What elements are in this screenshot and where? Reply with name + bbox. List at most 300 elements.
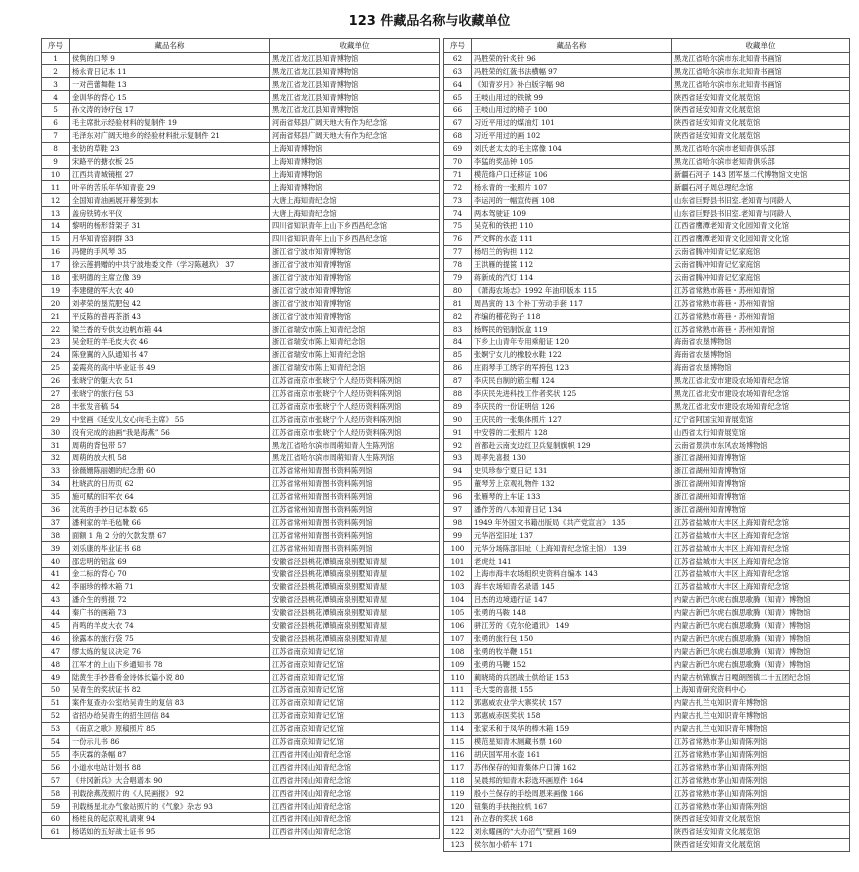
header-seq: 序号 (42, 39, 70, 53)
table-row (444, 452, 850, 465)
collection-unit: 江苏省常州知青图书资料陈列馆 (270, 465, 440, 478)
table-row (42, 297, 440, 310)
table-row (42, 400, 440, 413)
row-seq: 80 (444, 284, 472, 297)
collection-unit: 江西省井冈山知青纪念馆 (270, 825, 440, 838)
item-name: 刘氏老太太的毛主席像 104 (472, 142, 672, 155)
item-name: 周昌寅的 13 个补丁劳动手套 117 (472, 297, 672, 310)
row-seq: 69 (444, 142, 472, 155)
table-row (42, 542, 440, 555)
table-row (42, 619, 440, 632)
table-row (444, 91, 850, 104)
table-row (42, 220, 440, 233)
collection-unit: 四川省知识青年上山下乡西昌纪念馆 (270, 220, 440, 233)
collection-unit: 江苏省常熟市茅山知青陈列馆 (672, 800, 850, 813)
table-row (444, 232, 850, 245)
collection-unit: 陕西省延安知青文化展览馆 (672, 104, 850, 117)
table-row (42, 129, 440, 142)
item-name: 江西共青城镜框 27 (70, 168, 270, 181)
collection-unit: 浙江省宁波市知青博物馆 (270, 271, 440, 284)
row-seq: 93 (444, 452, 472, 465)
table-row (444, 52, 850, 65)
collection-unit: 江苏省南京知青记忆馆 (270, 709, 440, 722)
item-name: 金训华的背心 15 (70, 91, 270, 104)
collection-unit: 黑龙江省北安市建设农场知青纪念馆 (672, 374, 850, 387)
collection-unit: 黑龙江省北安市建设农场知青纪念馆 (672, 400, 850, 413)
row-seq: 73 (444, 194, 472, 207)
row-seq: 55 (42, 748, 70, 761)
collection-unit: 黑龙江省哈尔滨市东北知青书画馆 (672, 52, 850, 65)
table-row (444, 568, 850, 581)
row-seq: 3 (42, 78, 70, 91)
table-row (444, 310, 850, 323)
collection-unit: 浙江省宁波市知青博物馆 (270, 310, 440, 323)
table-row (444, 168, 850, 181)
collection-unit: 江苏省南京知青记忆馆 (270, 697, 440, 710)
collection-unit: 江苏省南京知青记忆馆 (270, 645, 440, 658)
collection-unit: 内蒙古新巴尔虎右旗思歌腾（知青）博物馆 (672, 606, 850, 619)
item-name: 庄雨琴手工绣字的军挎包 123 (472, 361, 672, 374)
table-row (42, 452, 440, 465)
row-seq: 28 (42, 400, 70, 413)
row-seq: 62 (444, 52, 472, 65)
item-name: 苏伟保存的知青集体户口簿 162 (472, 761, 672, 774)
collection-unit: 山东省巨野县书旧室.老知青与同龄人 (672, 194, 850, 207)
row-seq: 22 (42, 323, 70, 336)
collection-unit: 江苏省盐城市大丰区上海知青纪念馆 (672, 568, 850, 581)
collection-unit: 江苏省常熟市茅山知青陈列馆 (672, 787, 850, 800)
collection-unit: 黑龙江省哈尔滨市周萌知青人生陈列馆 (270, 439, 440, 452)
collection-unit: 浙江省宁波市知青博物馆 (270, 284, 440, 297)
table-row (444, 503, 850, 516)
item-name: 潘介生的剪报 72 (70, 593, 270, 606)
table-row (444, 542, 850, 555)
row-seq: 121 (444, 813, 472, 826)
table-row (42, 606, 440, 619)
collection-unit: 新疆石河子周总理纪念馆 (672, 181, 850, 194)
row-seq: 5 (42, 104, 70, 117)
collection-unit: 江西省鹰潭老知青文化园知青文化馆 (672, 220, 850, 233)
row-seq: 109 (444, 658, 472, 671)
table-row (42, 800, 440, 813)
table-header-row (42, 39, 440, 53)
row-seq: 72 (444, 181, 472, 194)
item-name: 省招办给吴青生的招生回信 84 (70, 709, 270, 722)
collection-unit: 浙江省湖州知青博物馆 (672, 490, 850, 503)
item-name: 张雁琴的上车证 133 (472, 490, 672, 503)
collection-unit: 安徽省泾县桃花潭镇南泉别墅知青屋 (270, 606, 440, 619)
collection-unit: 江苏省盐城市大丰区上海知青纪念馆 (672, 529, 850, 542)
row-seq: 103 (444, 581, 472, 594)
row-seq: 100 (444, 542, 472, 555)
table-row (42, 735, 440, 748)
row-seq: 92 (444, 439, 472, 452)
row-seq: 54 (42, 735, 70, 748)
item-name: 李庆民自制的筋尘帽 124 (472, 374, 672, 387)
item-name: 张婀宁女儿的橡胶水鞋 122 (472, 348, 672, 361)
item-name: 周萌的背包带 57 (70, 439, 270, 452)
row-seq: 82 (444, 310, 472, 323)
item-name: 孙立春的奖状 168 (472, 813, 672, 826)
table-row (444, 348, 850, 361)
catalog-table-right (443, 38, 850, 852)
row-seq: 34 (42, 477, 70, 490)
collection-unit: 安徽省泾县桃花潭镇南泉别墅知青屋 (270, 581, 440, 594)
collection-unit: 江苏省南京市张晓宁个人经历资料陈列馆 (270, 387, 440, 400)
item-name: 张家禾和于凤华的棒木箱 159 (472, 722, 672, 735)
item-name: 周萌的放大机 58 (70, 452, 270, 465)
row-seq: 63 (444, 65, 472, 78)
row-seq: 111 (444, 684, 472, 697)
collection-unit: 辽宁省阿国宝知青展览馆 (672, 413, 850, 426)
item-name: 潘利家的羊毛毡靴 66 (70, 516, 270, 529)
row-seq: 85 (444, 348, 472, 361)
row-seq: 117 (444, 761, 472, 774)
row-seq: 11 (42, 181, 70, 194)
item-name: 徐云莲捐赠的中共宁波地委文件（学习陈越玖） 37 (70, 258, 270, 271)
table-row (42, 774, 440, 787)
table-row (42, 323, 440, 336)
row-seq: 96 (444, 490, 472, 503)
row-seq: 18 (42, 271, 70, 284)
item-name: 宋路平的搪衣板 25 (70, 155, 270, 168)
row-seq: 95 (444, 477, 472, 490)
table-row (444, 284, 850, 297)
collection-unit: 黑龙江省哈尔滨市老知青俱乐部 (672, 142, 850, 155)
table-row (42, 658, 440, 671)
row-seq: 39 (42, 542, 70, 555)
collection-unit: 山西省太行知青展览馆 (672, 426, 850, 439)
row-seq: 71 (444, 168, 472, 181)
item-name: 徐薇姗陈丽媚的纪念册 60 (70, 465, 270, 478)
table-row (42, 91, 440, 104)
table-row (42, 413, 440, 426)
item-name: 李运河的一幅宣传画 108 (472, 194, 672, 207)
row-seq: 9 (42, 155, 70, 168)
item-name: 毛大雯的喜报 155 (472, 684, 672, 697)
item-name: 梁兰香的专供支边帆布箱 44 (70, 323, 270, 336)
collection-unit: 山东省巨野县书旧室.老知青与同龄人 (672, 207, 850, 220)
row-seq: 19 (42, 284, 70, 297)
item-name: 张钫的草鞋 23 (70, 142, 270, 155)
table-row (42, 168, 440, 181)
item-name: 祚编的稽花钩子 118 (472, 310, 672, 323)
table-row (42, 78, 440, 91)
collection-unit: 浙江省瑞安市陈上知青纪念馆 (270, 336, 440, 349)
item-name: 盖房铁铸水平仪 (70, 207, 270, 220)
row-seq: 47 (42, 645, 70, 658)
row-seq: 118 (444, 774, 472, 787)
collection-unit: 内蒙古新巴尔虎右旗思歌腾（知青）博物馆 (672, 632, 850, 645)
item-name: 杨桂良的起京观礼请柬 94 (70, 813, 270, 826)
collection-unit: 浙江省湖州知青博物馆 (672, 503, 850, 516)
collection-unit: 江苏省常州知青图书资料陈列馆 (270, 490, 440, 503)
collection-unit: 陕西省延安知青文化展览馆 (672, 116, 850, 129)
table-row (444, 465, 850, 478)
table-row (42, 465, 440, 478)
table-row (42, 65, 440, 78)
item-name: 张勇的马鞭 152 (472, 658, 672, 671)
collection-unit: 江苏省常熟市蒋巷・苏州知青馆 (672, 323, 850, 336)
collection-unit: 江苏省常熟市茅山知青陈列馆 (672, 774, 850, 787)
collection-unit: 江苏省南京市张晓宁个人经历资料陈列馆 (270, 400, 440, 413)
table-row (444, 426, 850, 439)
row-seq: 120 (444, 800, 472, 813)
collection-unit: 陕西省延安知青文化展览馆 (672, 825, 850, 838)
row-seq: 79 (444, 271, 472, 284)
row-seq: 75 (444, 220, 472, 233)
item-name: 施可赋的旧军衣 64 (70, 490, 270, 503)
table-row (42, 581, 440, 594)
item-name: 姜霞亮的高中毕业证书 49 (70, 361, 270, 374)
row-seq: 81 (444, 297, 472, 310)
item-name: 刘永耀画的“大办沼气”壁画 169 (472, 825, 672, 838)
row-seq: 1 (42, 52, 70, 65)
table-row (444, 323, 850, 336)
collection-unit: 江西省井冈山知青纪念馆 (270, 774, 440, 787)
item-name: 海丰农场知青名录谱 145 (472, 581, 672, 594)
item-name: 丰张发音稿 54 (70, 400, 270, 413)
collection-unit: 内蒙古杭锦旗吉日嘎朗图镇二十五团纪念馆 (672, 671, 850, 684)
row-seq: 119 (444, 787, 472, 800)
item-name: 没有完成的油画“我是海燕” 56 (70, 426, 270, 439)
table-row (444, 361, 850, 374)
collection-unit: 江西省井冈山知青纪念馆 (270, 813, 440, 826)
item-name: 徐露本的旅行袋 75 (70, 632, 270, 645)
table-row (444, 258, 850, 271)
collection-unit: 陕西省延安知青文化展览馆 (672, 129, 850, 142)
row-seq: 64 (444, 78, 472, 91)
row-seq: 61 (42, 825, 70, 838)
collection-unit: 江苏省常熟市蒋巷・苏州知青馆 (672, 284, 850, 297)
collection-unit: 安徽省泾县桃花潭镇南泉别墅知青屋 (270, 555, 440, 568)
item-name: 李庆民的一份证明信 126 (472, 400, 672, 413)
row-seq: 122 (444, 825, 472, 838)
table-row (444, 65, 850, 78)
table-row (444, 142, 850, 155)
item-name: 下乡上山青年专用乘船证 120 (472, 336, 672, 349)
row-seq: 70 (444, 155, 472, 168)
row-seq: 29 (42, 413, 70, 426)
item-name: 蔺晓琦的兵团战士供给证 153 (472, 671, 672, 684)
table-row (444, 838, 850, 851)
table-row (42, 194, 440, 207)
table-row (444, 194, 850, 207)
table-row (42, 709, 440, 722)
table-row (444, 220, 850, 233)
table-row (444, 400, 850, 413)
item-name: 小道水电站计划书 88 (70, 761, 270, 774)
row-seq: 105 (444, 606, 472, 619)
item-name: 习近平用过的煤油灯 101 (472, 116, 672, 129)
item-name: 侯尔加小轿车 171 (472, 838, 672, 851)
row-seq: 50 (42, 684, 70, 697)
item-name: 中堂画《延安儿女心向毛主席》 55 (70, 413, 270, 426)
table-row (444, 297, 850, 310)
row-seq: 42 (42, 581, 70, 594)
table-row (42, 684, 440, 697)
collection-unit: 江西省井冈山知青纪念馆 (270, 787, 440, 800)
table-row (42, 52, 440, 65)
table-row (42, 271, 440, 284)
table-row (42, 155, 440, 168)
item-name: 元华浴室旧址 137 (472, 529, 672, 542)
item-name: 杨辉民的铝制饭盒 119 (472, 323, 672, 336)
item-name: 老虎灶 141 (472, 555, 672, 568)
row-seq: 65 (444, 91, 472, 104)
row-seq: 74 (444, 207, 472, 220)
item-name: 钮集的手扶拖拉机 167 (472, 800, 672, 813)
table-row (42, 374, 440, 387)
item-name: 叶辛的苦乐年华知青瓷 29 (70, 181, 270, 194)
row-seq: 24 (42, 348, 70, 361)
table-row (444, 387, 850, 400)
item-name: 邵忠明的铝盆 69 (70, 555, 270, 568)
item-name: 张勇的牧羊鞭 151 (472, 645, 672, 658)
row-seq: 102 (444, 568, 472, 581)
collection-unit: 江苏省常熟市蒋巷・苏州知青馆 (672, 297, 850, 310)
item-name: 毛泽东对广阔天地乡的经验材料批示复制件 21 (70, 129, 270, 142)
collection-unit: 江苏省常州知青图书资料陈列馆 (270, 516, 440, 529)
item-name: 周孝先喜报 130 (472, 452, 672, 465)
header-name: 藏品名称 (472, 39, 672, 53)
row-seq: 51 (42, 697, 70, 710)
table-row (444, 155, 850, 168)
collection-unit: 浙江省宁波市知青博物馆 (270, 297, 440, 310)
row-seq: 40 (42, 555, 70, 568)
table-row (42, 632, 440, 645)
item-name: 严文辉的水壶 111 (472, 232, 672, 245)
table-row (444, 477, 850, 490)
row-seq: 45 (42, 619, 70, 632)
collection-unit: 浙江省湖州知青博物馆 (672, 465, 850, 478)
collection-unit: 江苏省南京知青记忆馆 (270, 671, 440, 684)
item-name: 杨诺如的五好战士证书 95 (70, 825, 270, 838)
table-row (42, 697, 440, 710)
collection-unit: 江苏省南京知青记忆馆 (270, 735, 440, 748)
item-name: 月华知青窑洞群 33 (70, 232, 270, 245)
table-row (42, 284, 440, 297)
collection-unit: 黑龙江省龙江县知青博物馆 (270, 91, 440, 104)
row-seq: 101 (444, 555, 472, 568)
item-name: 王洪雁的提箧 112 (472, 258, 672, 271)
row-seq: 66 (444, 104, 472, 117)
item-name: 中安蓉的二张照片 128 (472, 426, 672, 439)
table-row (444, 116, 850, 129)
item-name: 模范烽户口迁移证 106 (472, 168, 672, 181)
item-name: 郭惠威赤医奖状 158 (472, 709, 672, 722)
item-name: 李庆霖的条幅 87 (70, 748, 270, 761)
item-name: 吕杰的边境通行证 147 (472, 593, 672, 606)
collection-unit: 海南省农垦博物馆 (672, 348, 850, 361)
row-seq: 48 (42, 658, 70, 671)
table-row (42, 361, 440, 374)
collection-unit: 江西省鹰潭老知青文化园知青文化馆 (672, 232, 850, 245)
item-name: 张勇的旅行包 150 (472, 632, 672, 645)
row-seq: 46 (42, 632, 70, 645)
row-seq: 86 (444, 361, 472, 374)
item-name: 缪太炼的复议决定 76 (70, 645, 270, 658)
collection-unit: 江苏省盐城市大丰区上海知青纪念馆 (672, 555, 850, 568)
row-seq: 99 (444, 529, 472, 542)
table-row (444, 787, 850, 800)
row-seq: 30 (42, 426, 70, 439)
collection-unit: 海南省农垦博物馆 (672, 361, 850, 374)
row-seq: 83 (444, 323, 472, 336)
item-name: 杨永青日记本 11 (70, 65, 270, 78)
table-row (444, 181, 850, 194)
collection-unit: 江苏省南京知青记忆馆 (270, 684, 440, 697)
row-seq: 31 (42, 439, 70, 452)
collection-unit: 江苏省常州知青图书资料陈列馆 (270, 503, 440, 516)
table-row (42, 529, 440, 542)
item-name: 吴青生的奖状证书 82 (70, 684, 270, 697)
item-name: 吴金旺的羊毛皮大衣 46 (70, 336, 270, 349)
item-name: 两本驾驶证 109 (472, 207, 672, 220)
table-row (42, 181, 440, 194)
row-seq: 68 (444, 129, 472, 142)
row-seq: 90 (444, 413, 472, 426)
row-seq: 8 (42, 142, 70, 155)
item-name: 杨绍兰的钩担 112 (472, 245, 672, 258)
collection-unit: 大唐上海知青纪念馆 (270, 207, 440, 220)
table-row (444, 684, 850, 697)
row-seq: 44 (42, 606, 70, 619)
collection-unit: 云南省腾冲知青记忆家庭馆 (672, 271, 850, 284)
table-row (444, 619, 850, 632)
row-seq: 76 (444, 232, 472, 245)
row-seq: 113 (444, 709, 472, 722)
row-seq: 20 (42, 297, 70, 310)
table-row (444, 490, 850, 503)
item-name: 张晓宁的躯大衣 51 (70, 374, 270, 387)
item-name: 胡庆国军用水壶 161 (472, 748, 672, 761)
row-seq: 114 (444, 722, 472, 735)
row-seq: 116 (444, 748, 472, 761)
collection-unit: 浙江省宁波市知青博物馆 (270, 245, 440, 258)
collection-unit: 江苏省常熟市茅山知青陈列馆 (672, 761, 850, 774)
table-row (42, 104, 440, 117)
item-name: 《南京之歌》原稿照片 85 (70, 722, 270, 735)
collection-unit: 安徽省泾县桃花潭镇南泉别墅知青屋 (270, 632, 440, 645)
table-row (444, 632, 850, 645)
header-name: 藏品名称 (70, 39, 270, 53)
item-name: 一份示儿书 86 (70, 735, 270, 748)
table-row (444, 800, 850, 813)
row-seq: 123 (444, 838, 472, 851)
row-seq: 37 (42, 516, 70, 529)
row-seq: 78 (444, 258, 472, 271)
collection-unit: 陕西省延安知青文化展览馆 (672, 838, 850, 851)
collection-unit: 黑龙江省北安市建设农场知青纪念馆 (672, 387, 850, 400)
item-name: 模范星知青木厕藏书票 160 (472, 735, 672, 748)
row-seq: 12 (42, 194, 70, 207)
collection-unit: 黑龙江省哈尔滨市周萌知青人生陈列馆 (270, 452, 440, 465)
row-seq: 115 (444, 735, 472, 748)
item-name: 刊载杨星北办气象站照片的《气象》杂志 93 (70, 800, 270, 813)
item-name: 董琴芳上京观礼物件 132 (472, 477, 672, 490)
item-name: 王岐山用过的铁锨 99 (472, 91, 672, 104)
collection-unit: 江苏省盐城市大丰区上海知青纪念馆 (672, 516, 850, 529)
row-seq: 104 (444, 593, 472, 606)
row-seq: 14 (42, 220, 70, 233)
collection-unit: 云南省景洪市东风农场博物馆 (672, 439, 850, 452)
page-title: 123 件藏品名称与收藏单位 (348, 14, 511, 29)
collection-unit: 浙江省湖州知青博物馆 (672, 452, 850, 465)
item-name: 冯健的手风琴 35 (70, 245, 270, 258)
row-seq: 112 (444, 697, 472, 710)
table-row (42, 825, 440, 838)
